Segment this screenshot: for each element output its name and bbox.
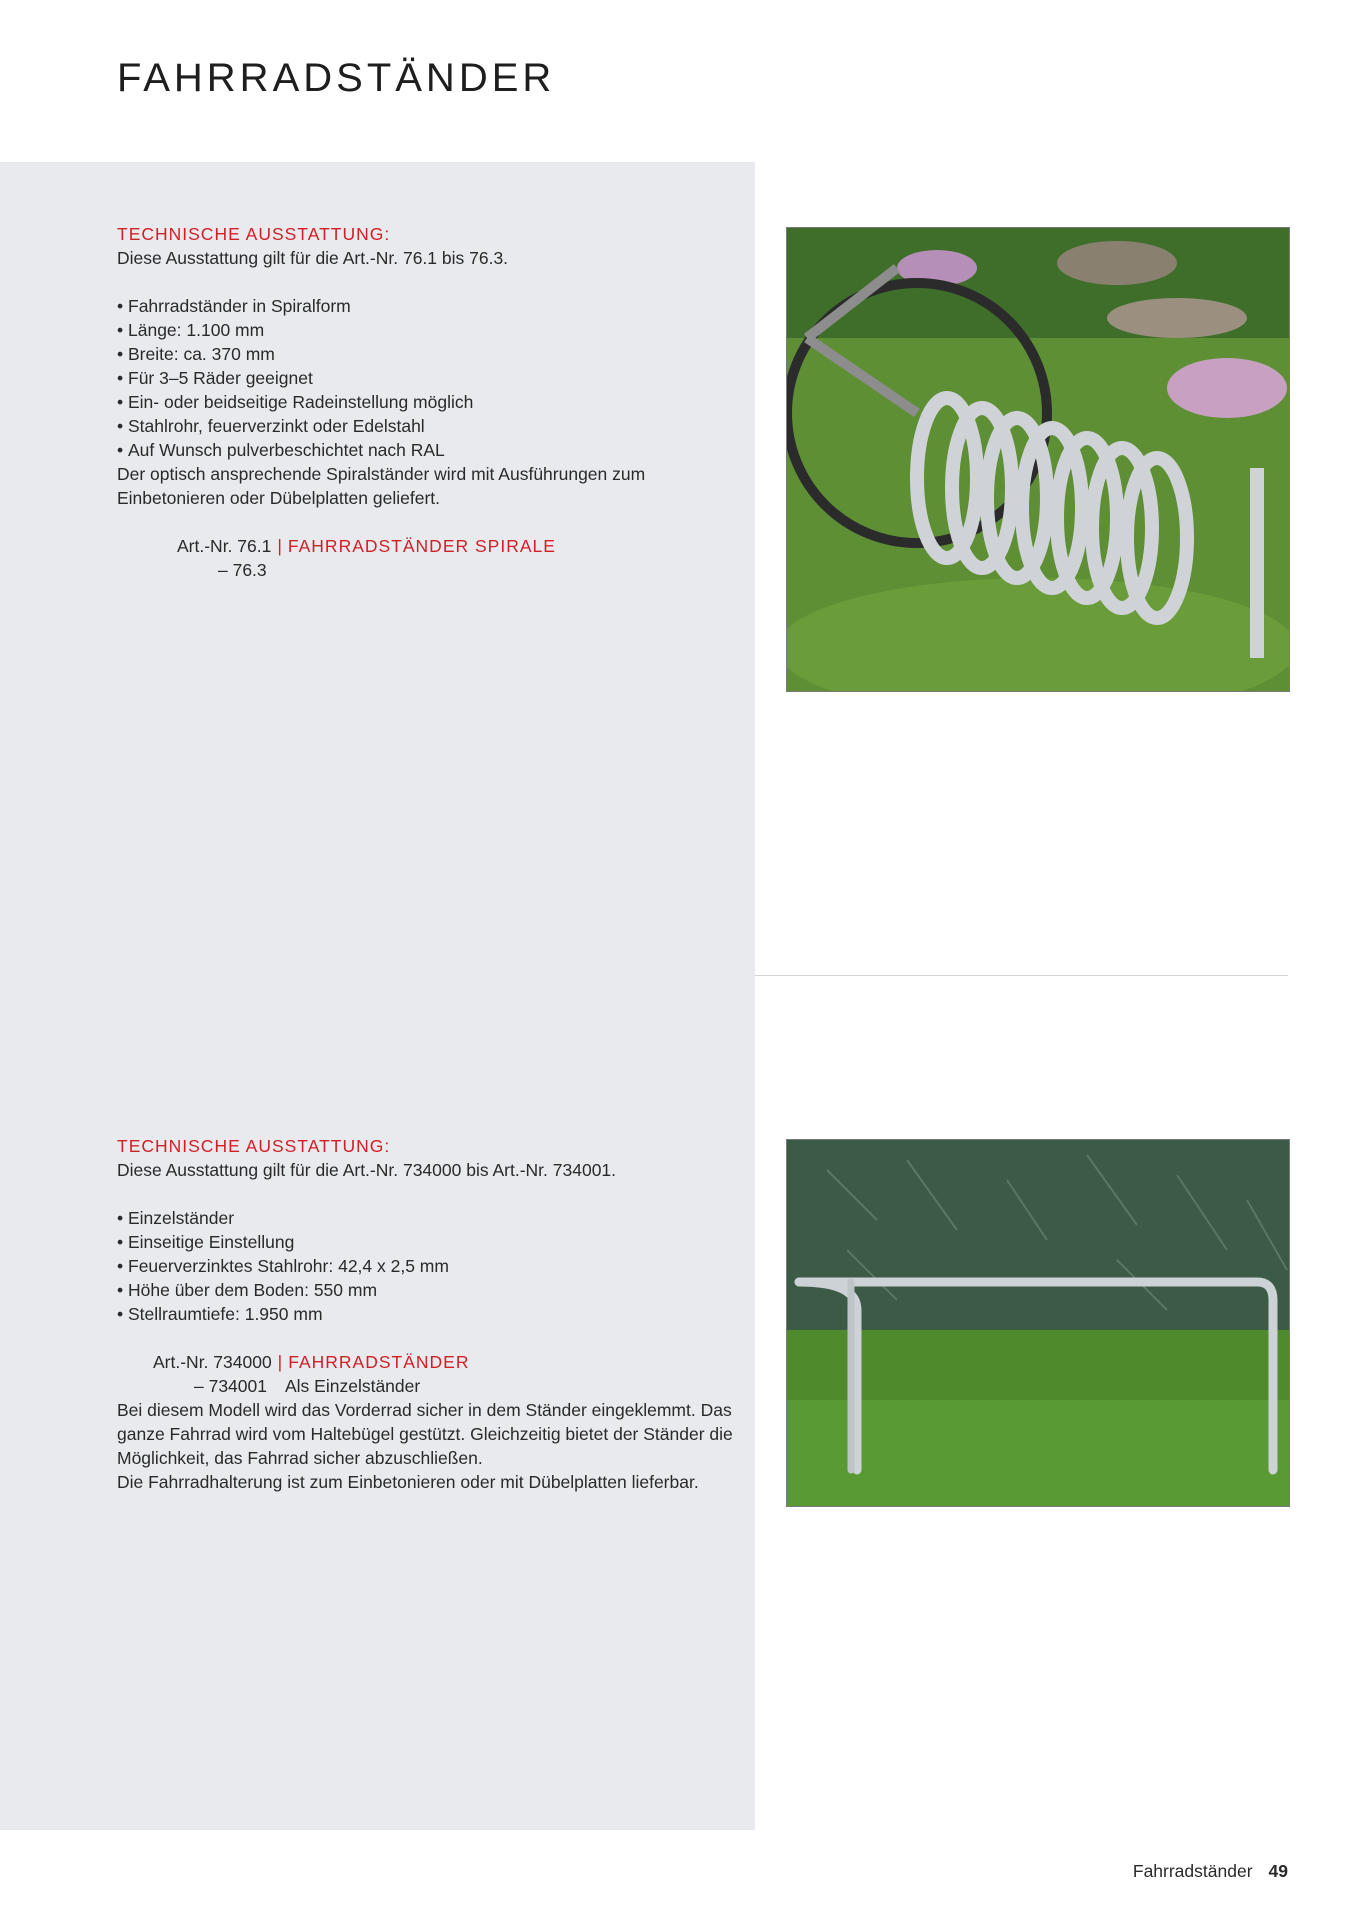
- list-item: • Einzelständer: [117, 1206, 737, 1230]
- section-intro: Diese Ausstattung gilt für die Art.-Nr. 734000 bis Art.-Nr. 734001.: [117, 1160, 617, 1180]
- article-range: – 76.3: [218, 560, 267, 580]
- article-info: Art.-Nr. 734000 | FAHRRADSTÄNDER – 734001 Als Einzelständer: [153, 1352, 470, 1396]
- section-heading: TECHNISCHE AUSSTATTUNG:: [117, 1136, 391, 1156]
- page-number: 49: [1268, 1861, 1288, 1881]
- section-intro: Diese Ausstattung gilt für die Art.-Nr. 76.1 bis 76.3.: [117, 248, 509, 268]
- list-item: • Für 3–5 Räder geeignet: [117, 366, 737, 390]
- article-number: Art.-Nr. 76.1: [177, 536, 272, 556]
- section-description: Bei diesem Modell wird das Vorderrad sicher in dem Ständer eingeklemmt. Das ganze Fahrrad wird vom Haltebügel gestützt. Gleichzeitig bietet der Ständer die Möglichkeit, das Fahrrad sicher abzuschließen.: [117, 1400, 733, 1468]
- article-range-note: Als Einzelständer: [285, 1376, 421, 1396]
- list-item: • Breite: ca. 370 mm: [117, 342, 737, 366]
- single-rack-photo: [786, 1139, 1290, 1507]
- list-item: • Fahrradständer in Spiralform: [117, 294, 737, 318]
- page-title: FAHRRADSTÄNDER: [117, 56, 556, 100]
- article-info: Art.-Nr. 76.1 | FAHRRADSTÄNDER SPIRALE – 76.3: [177, 536, 556, 580]
- list-item: • Höhe über dem Boden: 550 mm: [117, 1278, 737, 1302]
- list-item: • Feuerverzinktes Stahlrohr: 42,4 x 2,5 mm: [117, 1254, 737, 1278]
- section-spiral: [117, 222, 737, 582]
- feature-list: [117, 1206, 737, 1326]
- section-divider: [755, 975, 1288, 976]
- section-heading: TECHNISCHE AUSSTATTUNG:: [117, 224, 391, 244]
- article-range: – 734001: [194, 1376, 267, 1396]
- spiral-rack-photo: [786, 227, 1290, 692]
- page-footer: [1133, 1861, 1288, 1882]
- section-description: Der optisch ansprechende Spiralständer wird mit Ausführungen zum Einbetonieren oder Dübelplatten geliefert.: [117, 464, 646, 508]
- section-note: Die Fahrradhalterung ist zum Einbetonieren oder mit Dübelplatten lieferbar.: [117, 1472, 699, 1492]
- list-item: • Stahlrohr, feuerverzinkt oder Edelstahl: [117, 414, 737, 438]
- footer-section: Fahrradständer: [1132, 1861, 1253, 1881]
- list-item: • Stellraumtiefe: 1.950 mm: [117, 1302, 737, 1326]
- article-number: Art.-Nr. 734000: [153, 1352, 272, 1372]
- feature-list: [117, 294, 737, 462]
- article-title: FAHRRADSTÄNDER: [288, 1352, 470, 1372]
- list-item: • Einseitige Einstellung: [117, 1230, 737, 1254]
- list-item: • Auf Wunsch pulverbeschichtet nach RAL: [117, 438, 737, 462]
- list-item: • Länge: 1.100 mm: [117, 318, 737, 342]
- section-single: [117, 1134, 737, 1494]
- article-title: FAHRRADSTÄNDER SPIRALE: [287, 536, 556, 556]
- list-item: • Ein- oder beidseitige Radeinstellung möglich: [117, 390, 737, 414]
